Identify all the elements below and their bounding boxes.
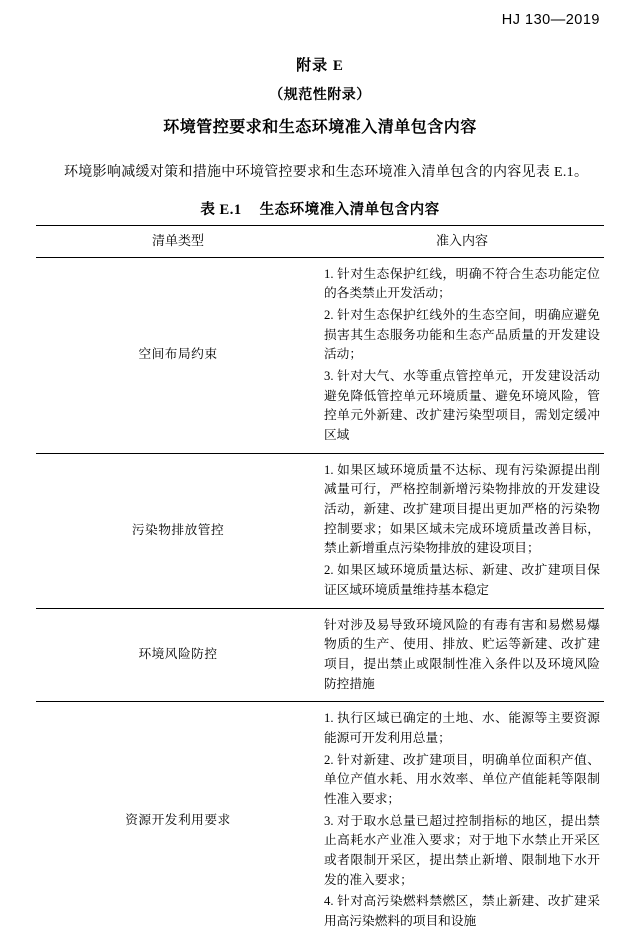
table-head (36, 226, 604, 257)
row-type-label: 环境风险防控 (36, 608, 320, 702)
content-item: 2. 针对生态保护红线外的生态空间，明确应避免损害其生态服务功能和生态产品质量的开发建设活动； (324, 307, 600, 362)
content-item: 针对涉及易导致环境风险的有毒有害和易燃易爆物质的生产、使用、排放、贮运等新建、改扩建项目，提出禁止或限制性准入条件以及环境风险防控措施 (324, 617, 600, 691)
content-item: 1. 针对生态保护红线，明确不符合生态功能定位的各类禁止开发活动； (324, 266, 600, 301)
content-item: 3. 对于取水总量已超过控制指标的地区，提出禁止高耗水产业准入要求；对于地下水禁止开采区或者限制开采区，提出禁止新增、限制地下水开发的准入要求； (324, 813, 600, 887)
row-content (320, 257, 604, 453)
column-header-content: 准入内容 (320, 226, 604, 257)
row-content (320, 453, 604, 608)
table-caption (36, 198, 604, 219)
table-row (36, 257, 604, 453)
table-row (36, 608, 604, 702)
column-header-type: 清单类型 (36, 226, 320, 257)
row-type-label: 资源开发利用要求 (125, 812, 231, 827)
table-row (36, 453, 604, 608)
intro-paragraph: 环境影响减缓对策和措施中环境管控要求和生态环境准入清单包含的内容见表 E.1。 (64, 165, 589, 180)
table-caption-number: 表 E.1 (200, 202, 242, 219)
content-item: 3. 针对大气、水等重点管控单元，开发建设活动避免降低管控单元环境质量、避免环境风险，管控单元外新建、改扩建污染型项目，需划定缓冲区域 (324, 368, 600, 443)
standard-code-header: HJ 130—2019 (501, 12, 600, 28)
appendix-label: 附录 E (296, 58, 344, 74)
table-body (36, 257, 604, 939)
content-item: 1. 如果区域环境质量不达标、现有污染源提出削减量可行，严格控制新增污染物排放的开发建设活动，新建、改扩建项目提出更加严格的污染物控制要求；如果区域未完成环境质量改善目标，禁止新增重点污染物排放的建设项目； (324, 462, 600, 556)
entry-list-table (36, 225, 604, 938)
table-row (36, 702, 604, 939)
appendix-title: 环境管控要求和生态环境准入清单包含内容 (163, 119, 477, 136)
row-type-label: 污染物排放管控 (36, 453, 320, 608)
row-type-label: 空间布局约束 (36, 257, 320, 453)
table-caption-title: 生态环境准入清单包含内容 (259, 202, 440, 219)
content-item: 2. 如果区域环境质量达标、新建、改扩建项目保证区域环境质量维持基本稳定 (324, 563, 600, 597)
content-item: 1. 执行区域已确定的土地、水、能源等主要资源能源可开发利用总量； (324, 711, 600, 745)
row-content (320, 702, 604, 939)
content-item: 2. 针对新建、改扩建项目，明确单位面积产值、单位产值水耗、用水效率、单位产值能耗等限制性准入要求； (324, 752, 600, 807)
table-header-row (36, 226, 604, 257)
row-content (320, 608, 604, 702)
appendix-normative-note: （规范性附录） (269, 88, 371, 103)
content-item: 4. 针对高污染燃料禁燃区，禁止新建、改扩建采用高污染燃料的项目和设施 (324, 894, 600, 929)
